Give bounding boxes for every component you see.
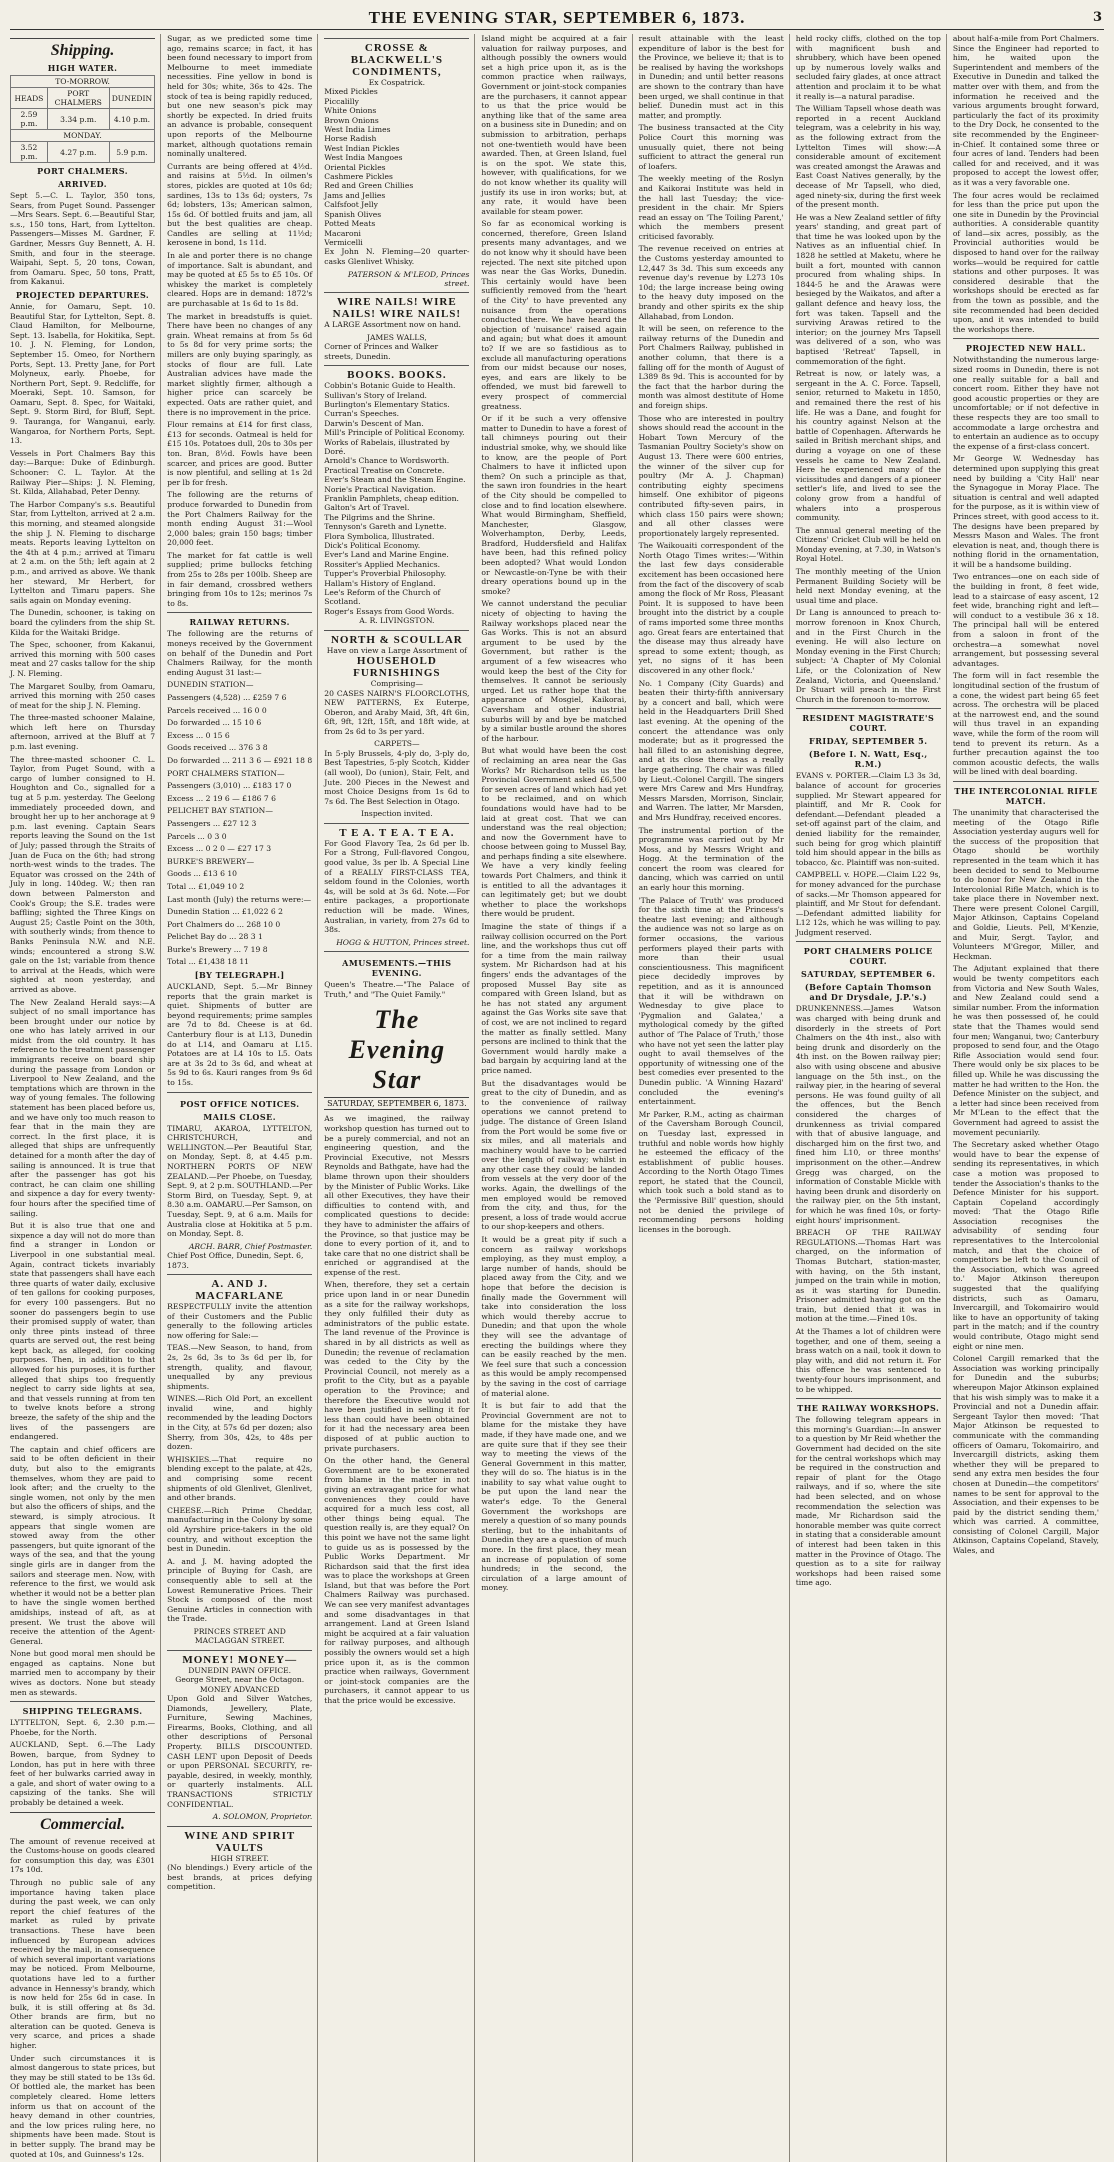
table-cell: 3.52 p.m.: [11, 142, 48, 163]
article-paragraph: Through no public sale of any importance having taken place during the past week, we can only report the chief features of the market as ruled by private transactions. These have been influenced by European advices received by the mail, in consequence of which several important variations may be noticed. From Melbourne, quotations have led to a further advance in Hennessy's brandy, which is now held for 25s 6d in case. In bulk, it is still offering at 8s 3d. Other brands are firm, but no alteration can be quoted. Geneva is very scarce, and prices a shade higher.: [10, 1877, 156, 2051]
books-signature: A. R. LIVINGSTON.: [359, 616, 435, 626]
post-office-place: Chief Post Office, Dunedin, Sept. 6, 1873.: [167, 1251, 304, 1270]
article-paragraph: The Margaret Soulby, from Oamaru, arrived this morning with 250 cases of meat for the ship J. N. Fleming.: [10, 681, 156, 710]
article-paragraph: The business transacted at the City Police Court this morning was unusually quiet, there not being sufficient to attract the general run of loafers.: [638, 123, 784, 171]
list-item: Ever's Steam and the Steam Engine.: [324, 475, 466, 485]
article-paragraph: The weekly meeting of the Roslyn and Kaikorai Institute was held in the hall last Tuesday; the vice-president in the chair. Mr Spiers read an essay on 'The Toiling Parent,' which the members present criticised favorably.: [638, 174, 784, 241]
railway-line: Do forwarded ... 211 3 6 — £921 18 8: [167, 755, 313, 765]
article-paragraph: The monthly meeting of the Union Permanent Building Society will be held next Monday evening, at the usual time and place.: [795, 567, 941, 605]
list-item: Darwin's Descent of Man.: [324, 418, 424, 428]
police-court-case: DRUNKENNESS.—James Watson was charged with being drunk and disorderly in the streets of Port Chalmers on the 4th inst., also with being drunk and disorderly on the 4th inst. on the Bowen railway pier; also with using obscene and abusive language on the 5th inst., on the railway pier, in the hearing of several persons. He was found guilty of all the offences, but the Bench considered the charges of drunkenness as trivial compared with that of abusive language, and discharged him on the first two, and fined him L10, or three months' imprisonment on the other.—Andrew Gregg was charged, on the information of Constable Mickle with having been drunk and disorderly on the railway pier, on the 5th instant, for which he was fined 10s, or forty-eight hours' imprisonment.: [795, 1004, 941, 1225]
editorial-date: SATURDAY, SEPTEMBER 6, 1873.: [324, 1097, 469, 1110]
north-title: HOUSEHOLD FURNISHINGS: [353, 655, 441, 680]
editorial-paragraph: It would be a great pity if such a concern as railway workshops employing, as they must employ, a large number of hands, should be placed away from the City, and we hope that before the decision is finally made the Government will take into consideration the loss which would thereby accrue to Dunedin; and that upon the whole they will see the advantage of erecting the buildings where they can be easily reached by the men. We feel sure that such a concession as this would be amply recompensed by the saving in the cost of carriage of material alone.: [481, 1235, 627, 1398]
article-paragraph: None but good moral men should be engaged as captains. None but married men to accompany by their wives as doctors. None but steady men as stewards.: [10, 1649, 156, 1697]
column-7: [953, 34, 1104, 2162]
railway-line: Passengers ... £27 12 3: [167, 818, 257, 828]
article-paragraph: The three-masted schooner Malaine, which left here on Thursday afternoon, arrived at the Bluff at 7 p.m. last evening.: [10, 713, 156, 752]
article-paragraph: about half-a-mile from Port Chalmers. Since the Engineer had reported to him, he waited upon the Superintendent and members of the Executive in Dunedin and talked the matter over with them, and from the information he received and the various arguments brought forward, particularly the fact of its proximity to the Dry Dock, he consented to the site recommended by the Engineer-in-Chief. It contained some three or four acres of land. Tenders had been called for and received, and it was proposed to accept the lowest offer, as it was a very favorable one.: [952, 34, 1099, 187]
table-row: [11, 142, 155, 163]
shipping-heading: Shipping.: [10, 38, 155, 60]
list-item: White Onions: [324, 106, 377, 116]
list-item: Sullivan's Story of Ireland.: [324, 390, 427, 400]
table-cell: HEADS: [11, 88, 48, 109]
amusements: [324, 951, 469, 999]
list-item: Franklin Pamphlets, cheap edition.: [324, 494, 459, 503]
list-item: Curran's Speeches.: [324, 409, 400, 419]
article-paragraph: The captain and chief officers are said to be often deficient in their duty, but also to the emigrants themselves, whom they are paid to look after; and the cruelty to the single women, not only by the men but also the officers of ships, and the steward, is simply atrocious. It appears that single women are stowed away from the other passengers, but quite ignorant of the ways of the sea, and that the young single girls are in danger from the sailors and steerage men. Now, with reference to the first, we would ask whether it would not be a better plan to have the single women berthed amidships, instead of aft, as at present. We trust the above will receive the attention of the Agent-General.: [10, 1444, 156, 1646]
macfarlane-heading: A. AND J. MACFARLANE: [195, 1277, 285, 1302]
railway-line: BURKE'S BREWERY—: [167, 856, 255, 866]
list-item: Arnold's Chance to Wordsworth.: [324, 456, 450, 466]
pawn-sub: MONEY ADVANCED: [199, 1684, 280, 1694]
list-item: Norie's Practical Navigation.: [324, 484, 436, 494]
pawn-address: George Street, near the Octagon.: [175, 1675, 305, 1685]
editorial-paragraph: It is but fair to add that the Provincial Government are not to blame for the mistake they have made, if they have made one, and we are quite sure that if they see their way to meeting the views of the General Government in this matter, they will do so. The hiatus is in the inability to say what value ought to be put upon the land near the water's edge. To the General Government the workshops are merely a question of so many pounds sterling, but to the inhabitants of Dunedin they are a question of much more. In the first place, they mean an increase of population of some hundreds; in the second, the circulation of a large amount of money.: [481, 1401, 627, 1593]
hall-paragraph: The form will in fact resemble the longitudinal section of the frustum of a cone, the widest part being 65 feet across. The orchestra will be placed at the narrowest end, and the sound will thus travel in an expanding wave, while the form of the room will tend to prevent its return. As a further precaution against the too common acoustic defects, the walls will be lined with deal boarding.: [952, 671, 1099, 777]
divider: [167, 612, 312, 613]
article-paragraph: Retreat is now, or lately was, a sergeant in the A. C. Force. Tapsell, senior, returned to Maketu in 1850, and remained there the rest of his life. He was a Dane, and fought for his country against Nelson at the battle of Copenhagen. Afterwards he sailed in British merchant ships, and during a voyage on one of these vessels he came to New Zealand. Here he experienced many of the vicissitudes and dangers of a pioneer settler's life, and lived to see the colony grow from a handful of whalers into a prosperous community.: [795, 369, 941, 523]
north-scoullar-ad: [324, 630, 469, 819]
wine-vaults-ad: [167, 1826, 312, 1892]
list-item: Ever's Land and Marine Engine.: [324, 550, 449, 560]
list-item: Vermicelli: [324, 237, 363, 247]
list-item: Roger's Essays from Good Words.: [324, 606, 455, 616]
article-paragraph: The annual general meeting of the Citizens' Cricket Club will be held on Monday evening, at 7.30, in Watson's Royal Hotel.: [795, 525, 941, 564]
list-item: West India Limes: [324, 125, 391, 135]
list-item: Brown Onions: [324, 115, 379, 125]
article-paragraph: We cannot understand the peculiar nicety of objecting to having the Railway workshops placed near the Gas Works. This is not an absurd argument to be used by the Government, but rather is the argument of a few wiseacres who would keep the best of the City for themselves. It cannot be seriously urged. Let us rather hope that the appearance of Mosgiel, Kaikorai, Caversham and other industrial suburbs will by and bye be matched by a similar bustle around the shores of the harbour.: [481, 599, 627, 743]
list-item: Dick's Political Economy.: [324, 541, 421, 551]
list-item: Jams and Jellies: [324, 190, 386, 200]
table-cell: PORT CHALMERS: [47, 88, 109, 109]
list-item: Mill's Principle of Political Economy.: [324, 428, 465, 438]
editorial-paragraph: But the disadvantages would be great to the city of Dunedin, and as to the convenience of railway operations we cannot pretend to judge. The distance of Green Island from the Port would be some five or six miles, and all materials and machinery would have to be carried over the length of railway; whilst in any other case they could be landed from vessels at the very door of the works. Again, the dwellings of the men employed would be removed from the city, and thus, for the present, a loss of trade would accrue to our shop-keepers and others.: [481, 1078, 627, 1232]
list-item: Hallam's History of England.: [324, 578, 436, 588]
pawn-signature: A. SOLOMON, Proprietor.: [212, 1812, 313, 1822]
police-court-before: (Before Captain Thomson and Dr Drysdale, J.P.'s.): [804, 982, 932, 1003]
court-case: EVANS v. PORTER.—Claim L3 3s 3d, balance of account for groceries supplied. Mr Stewart appeared for plaintiff, and Mr R. Cook for defendant.—Defendant pleaded a set-off against part of the claim, and denied liability for the remainder, such being for grog which plaintiff told him should appear in the bills as tobacco, &c. Plaintiff was non-suited.: [795, 771, 941, 867]
railway-line: Excess ... 0 2 0 — £27 17 3: [167, 844, 272, 854]
article-paragraph: So far as economical working is concerned, therefore, Green Island presents many advantages, and we do not know why it should have been rejected. The next site pitched upon was near the Gas Works, Dunedin. This certainly would have been sufficiently removed from the 'heart of the City' to have prevented any nuisance from the operations conducted there. We have heard the objection of 'nuisance' raised again and again; but what does it amount to? If we are so fastidious as to exclude all manufacturing operations from our midst because our noses, eyes, and ears are likely to be offended, we must bid farewell to every prospect of commercial greatness.: [481, 219, 627, 411]
port-heading: PORT CHALMERS.: [37, 166, 128, 176]
article-paragraph: The market for fat cattle is well supplied; prime bullocks fetching from 25s to 28s per 100lb. Sheep are in fair demand, crossbred wethers bringing from 10s to 12s; merinos 7s to 8s.: [167, 550, 313, 608]
table-cell: 4.10 p.m.: [109, 109, 154, 130]
commercial-heading: Commercial.: [10, 1812, 155, 1834]
list-item: West Indian Pickles: [324, 143, 400, 153]
court-case: CAMPBELL v. HOPE.—Claim L22 9s, for money advanced for the purchase of sacks.—Mr Thomson appeared for plaintiff, and Mr Stout for defendant.—Defendant admitted liability for L12 12s, which he was willing to pay. Judgment reserved.: [795, 870, 941, 937]
post-office-heading: POST OFFICE NOTICES.: [179, 1098, 300, 1109]
list-item: The Pilgrims and the Shrine.: [324, 512, 436, 522]
article-paragraph: The market in breadstuffs is quiet. There have been no changes of any grain. Wheat remains at from 5s 6d to 5s 8d for very prime sorts; the millers are only buying sparingly, as stocks of flour are full. Late Australian advices have made the market slightly firmer, although a higher price can scarcely be expected. Oats are rather quiet, and there is no improvement in the price.: [167, 311, 313, 417]
tea-ad: [324, 823, 469, 947]
post-office-text: TIMARU, AKAROA, LYTTELTON, CHRISTCHURCH, and WELLINGTON.—Per Beautiful Star, on Monday, Sept. 8, at 4.45 p.m. NORTHERN PORTS OF NEW ZEALAND.—Per Phoebe, on Tuesday, Sept. 9, at 2 p.m. SOUTHLAND.—Per Storm Bird, on Tuesday, Sept. 9, at 8.30 a.m. OAMARU.—Per Samson, on Tuesday, Sept. 9, at 6 a.m. Mails for Australia close at Hokitika at 5 p.m. on Monday, Sept. 8.: [167, 1123, 313, 1239]
article-paragraph: The revenue received on entries at the Customs yesterday amounted to L2,447 3s 3d. This sum exceeds any revenue day's revenue by L273 10s 10d; the large increase being owing to the heavy duty imposed on the brandy and other spirits ex the ship Allahabad, from London.: [638, 244, 784, 321]
table-row: [11, 130, 155, 142]
table-cell: 3.34 p.m.: [47, 109, 109, 130]
article-paragraph: Flour remains at £14 for first class, £13 for seconds. Oatmeal is held for £15 10s. Potatoes dull, 20s to 30s per ton. Bran, 8½d. Fowls have been scarcer, and prices are good. Butter is now plentiful, and selling at 1s 2d per lb for fresh.: [167, 420, 313, 487]
railway-line: Parcels received ... 16 0 0: [167, 705, 267, 715]
tea-text: For Good Flavory Tea, 2s 6d per lb. For a Strong, Full-flavored Congou, good value, 3s per lb. A Special Line of a REALLY FIRST-CLASS TEA, seldom found in the Colonies, worth 4s, will be sold at 3s 6d. Note.—For entire packages, a proportionate reduction will be made. Wines, Australian, in variety, from 27s 6d to 38s.: [324, 838, 470, 935]
north-carpets: CARPETS—: [374, 739, 420, 749]
police-court-case: BREACH OF THE RAILWAY REGULATIONS.—Thomas Hart was charged, on the information of Thomas Butchart, station-master, with having, on the 5th instant, jumped on the train while in motion, as it was starting for Dunedin. Prisoner admitted having got on the train, but denied that it was in motion at the time.—Fined 10s.: [795, 1228, 941, 1324]
wire-ad: [324, 292, 469, 361]
north-heading: NORTH & SCOULLAR: [330, 633, 463, 646]
macfarlane-item: TEAS.—New Season, to hand, from 2s, 2s 6d, 3s to 3s 6d per lb, for strength, quality, and flavour, unequalled by any previous shipments.: [167, 1343, 313, 1391]
article-paragraph: The three-masted schooner C. L. Taylor, from Puget Sound, with a cargo of lumber consigned to H. Houghton and Co., signalled for a tug at 5 p.m. yesterday. The Geelong immediately proceeded down, and brought her up to her anchorage at 9 p.m. last evening. Captain Sears reports leaving the Sound on the 1st of July; passed through the Straits of Juan de Fuca on the 6th; had strong north-west winds to the trades. The Equator was crossed on the 24th of July in long. 140deg. W.; then ran down between Palmerston and Cook's Group; the S.E. trades were baffling; sighted the Three Kings on August 25; Castle Point on the 30th, with southerly winds; from thence to Banks Peninsula N.W. and N.E. winds; encountered a strong S.W. gale on the 1st; variable from thence to arrival at the Heads, which were sighted at noon yesterday, and arrived as above.: [10, 754, 156, 994]
list-item: Horse Radish: [324, 134, 377, 144]
list-item: Calfsfoot Jelly: [324, 200, 378, 210]
article-paragraph: In ale and porter there is no change of importance. Salt is abundant, and may be quoted at £5 5s to £5 10s. Of whiskey the market is completely cleared. Hops are in demand: 1872's are purchasable at 1s 6d to 1s 8d.: [167, 251, 313, 309]
article-paragraph: The four acres would be reclaimed for less than the price put upon the one site in Dunedin by the Provincial authorities. A considerable quantity of land—six acres, possibly, as the Provincial authorities would be disposed to hand over for the railway works—would be required for cattle stations and other purposes. It was considered desirable that the workshops should be erected as far from the town as possible, and the site recommended had been decided upon, and it was intended to build the workshops there.: [952, 190, 1099, 334]
railway-line: Total ... £1,049 10 2: [167, 881, 245, 891]
list-item: Potted Meats: [324, 219, 376, 229]
list-item: Cashmere Pickles: [324, 172, 393, 182]
article-paragraph: Sugar, as we predicted some time ago, remains scarce; in fact, it has been found necessary to import from Melbourne to meet immediate necessities. Fine yellow in bond is held for 30s; white, 36s to 42s. The stock of tea is being rapidly reduced, but one new season's pick may shortly be expected. In dried fruits an advance is probable, consequent upon reports of the Melbourne market, although quotations remain nominally unaltered.: [167, 34, 313, 159]
article-paragraph: Or if it be such a very offensive matter to Dunedin to have a forest of tall chimneys pouring out their industrial smoke, why, we should like to know, are the people of Port Chalmers to have it inflicted upon them? On such a principle as that, the sawn iron foundries in the heart of the City should be compelled to close and to find location elsewhere. What would Birmingham, Sheffield, Manchester, Glasgow, Wolverhampton, Derby, Leeds, Bradford, Huddersfield and Halifax have been, had this refined policy been adopted? What would London or Newcastle-on-Tyne be with their dreary operations bound up in the smoke?: [481, 414, 627, 596]
column-5: [639, 34, 790, 2162]
column-4: [481, 34, 632, 2162]
wine-vaults-sub: HIGH STREET.: [210, 1853, 269, 1863]
police-court-date: SATURDAY, SEPTEMBER 6.: [800, 969, 936, 980]
divider: [796, 941, 941, 942]
macfarlane-intro: RESPECTFULLY invite the attention of their Customers and the Public generally to the following articles now offering for Sale:—: [167, 1301, 313, 1340]
list-item: Piccalilly: [324, 96, 359, 106]
article-paragraph: Dr Lang is announced to preach to-morrow forenoon in Knox Church, and in the First Church in the evening. He will also lecture on Monday evening in the First Church; subject: 'A Chapter of My Colonial Life, or the Colonization of New Zealand, Victoria, and Queensland.' Dr Stuart will preach in the First Church in the forenoon to-morrow.: [795, 608, 941, 704]
list-item: Flora Symbolica, Illustrated.: [324, 531, 435, 541]
article-paragraph: 'The Palace of Truth' was produced for the sixth time at the Princess's theatre last evening; and although the audience was not so large as on former occasions, the various performers played their parts with more than their usual conscientiousness. This magnificent piece decidedly improves by repetition, and as it is announced that it will be withdrawn on Wednesday to give place to 'Pygmalion and Galatea,' a mythological comedy by the gifted author of 'The Palace of Truth,' those who have not yet seen the latter play ought to avail themselves of the opportunity of witnessing one of the best comedies ever presented to the Dunedin public. 'A Winning Hazard' concluded the evening's entertainment.: [638, 895, 784, 1107]
crosse-sub: Ex Cospatrick.: [368, 78, 425, 87]
article-paragraph: The William Tapsell whose death was reported in a recent Auckland telegram, was a celebrity in his way, as the following extract from the Lyttelton Times will show:—A considerable amount of excitement was created amongst the Arawas and East Coast Natives generally, by the decease of Mr Tapsell, who died, aged ninety-six, during the first week of the present month.: [795, 104, 941, 210]
hall-paragraph: Mr George W. Wednesday has determined upon supplying this great need by building a 'City Hall' near the Synagogue in Moray Place. The situation is central and well adapted for the purpose, as it is within view of Princes street, with good access to it. The designs have been prepared by Messrs Mason and Wales. The front elevation is neat, and, though there is nothing florid in the ornamentation, it will be a handsome building.: [952, 454, 1099, 569]
newspaper-flag: The Evening Star: [348, 1005, 446, 1095]
article-paragraph: Vessels in Port Chalmers Bay this day:—Barque: Duke of Edinburgh. Schooner: C. L. Taylor. At the Railway Pier—Ships: J. N. Fleming, St. Kilda, Allahabad, Peter Denny.: [10, 448, 156, 497]
macfarlane-item: WHISKIES.—That require no blending except to the palate, at 42s, and comprising some recent shipments of old Glenlivet, Glenlivet, and other brands.: [167, 1454, 313, 1503]
railway-line: DUNEDIN STATION—: [167, 680, 254, 690]
list-item: Rossiter's Applied Mechanics.: [324, 559, 441, 569]
masthead-title: THE EVENING STAR, SEPTEMBER 6, 1873.: [368, 8, 746, 27]
post-office-signature: ARCH. BARR, Chief Postmaster.: [188, 1241, 313, 1251]
railway-line: Burke's Brewery ... 7 19 8: [167, 944, 268, 954]
column-2: [167, 34, 318, 2162]
article-paragraph: But what would have been the cost of reclaiming an area near the Gas Works? Mr Richardson tells us the Provincial Government asked £6,500 for seven acres of land which had yet to be reclaimed, and on which foundations would have had to be laid at great cost. That we can understand was the real objection; and now the Government have to choose between going to Mussel Bay, and perhaps finding a site elsewhere. We have a very kindly feeling towards Port Chalmers, and think it is entitled to all the advantages it can legitimately get; but we doubt whether to place the workshops there would be prudent.: [481, 746, 627, 919]
tide-table: [10, 75, 155, 163]
list-item: Lee's Reform of the Church of Scotland.: [324, 588, 441, 607]
railway-line: Port Chalmers do ... 268 10 0: [167, 919, 281, 929]
amusements-heading: AMUSEMENTS.—THIS EVENING.: [342, 958, 452, 979]
wine-vaults-heading: WINE AND SPIRIT VAULTS: [184, 1829, 296, 1854]
wire-text: A LARGE Assortment now on hand.: [324, 320, 461, 330]
article-paragraph: Imagine the state of things if a railway collision occurred on the Port line, and the workshops thus cut off for a time from the main railway system. Mr Richardson had at his fingers' ends the advantages of the proposed Mussel Bay site as compared with Green Island, but as he has not stated any argument against the Gas Works site save that of cost, we are not inclined to regard the matter as finally settled. Many persons are inclined to think that the Government would hardly make a bad bargain by acquiring land at the price named.: [481, 922, 627, 1075]
rifle-match-paragraph: The Secretary asked whether Otago would have to bear the expense of sending its representatives, in which case a motion was proposed to tender the Association's thanks to the Defence Minister for his support. Captain Copeland accordingly moved: 'That the Otago Rifle Association recognises the advisability of sending four representatives to the Intercolonial match, and that the choice of competitors be left to the Council of the Association, which was agreed to.' Major Atkinson thereupon suggested that the qualifying districts, such as Oamaru, Invercargill, and Tokomairiro would like to have an opportunity of taking part in the match; and if the country would contribute, Otago might send eight or nine men.: [952, 1140, 1099, 1351]
wire-name: JAMES WALLS,: [366, 332, 427, 342]
table-row: [11, 109, 155, 130]
table-cell: 4.27 p.m.: [47, 142, 109, 163]
telegraph-label: [BY TELEGRAPH.]: [194, 970, 285, 981]
article-paragraph: Those who are interested in poultry shows should read the account in the Hobart Town Mercury of the Tasmanian Poultry Society's show on August 13. There were 600 entries, the winner of the silver cup for poultry (Mr A. J. Chapman) contributing eighty specimens himself. One exhibitor of pigeons contributed fifty-seven pairs, in which class 150 pairs were shown; and all other classes were proportionately largely represented.: [638, 413, 784, 538]
crosse-ad: [324, 38, 469, 288]
hall-heading: PROJECTED NEW HALL.: [965, 343, 1086, 354]
column-6: [796, 34, 947, 2162]
amusements-text: Queen's Theatre.—"The Palace of Truth," and "The Quiet Family.": [324, 980, 470, 999]
table-cell: 5.9 p.m.: [109, 142, 154, 163]
railway-heading: RAILWAY RETURNS.: [189, 617, 290, 628]
macfarlane-closing: A. and J. M. having adopted the principle of Buying for Cash, are consequently able to sell at the Lowest Remunerative Prices. Their Stock is composed of the most Genuine Articles in connection with the Trade.: [167, 1556, 313, 1624]
post-office-notice: [167, 1092, 312, 1270]
tea-heading: T E A. T E A. T E A.: [339, 826, 455, 839]
column-3: [324, 34, 475, 2162]
workshops-heading: THE RAILWAY WORKSHOPS.: [797, 1403, 940, 1414]
list-item: Tennyson's Gareth and Lynette.: [324, 522, 447, 532]
article-paragraph: result attainable with the least expenditure of labor is the best for the Province, we believe it; that is to be realised by having the workshops in Dunedin; and until better reasons are shown to the contrary than have been urged, we shall continue in that belief. Dunedin must act in this matter, and promptly.: [638, 34, 784, 120]
railway-line: Do forwarded ... 15 10 6: [167, 718, 262, 728]
editorial-paragraph: When, therefore, they set a certain price upon land in or near Dunedin as a site for the railway workshops, they only fulfilled their duty as administrators of the public estate. The land revenue of the Province is shared in by all districts as well as Dunedin; the revenue of reclamation was ceded to the City by the Provincial Council, not merely as a profit to the City, but as a payable operation to the Province; and therefore the Executive would not have been justified in selling it for less than could have been obtained for it had the necessary area been disposed of at public auction to private purchasers.: [324, 1280, 470, 1453]
table-cell: MONDAY.: [11, 130, 155, 142]
article-paragraph: The Waikouaiti correspondent of the North Otago Times writes:—'Within the last few days considerable excitement has been occasioned here from the fact of the discovery of scab among the flock of Mr Ross, Pleasant Point. It is supposed to have been brought into the district by a couple of rams imported some three months ago. Great fears are entertained that the disease may thus already have spread to some extent; though, as yet, no signs of it has been discovered in any other flock.': [638, 541, 784, 675]
railway-line: PELICHET BAY STATION—: [167, 806, 273, 816]
railway-line: Parcels ... 0 3 0: [167, 831, 227, 841]
railway-line: Excess ... 2 19 6 — £186 7 6: [167, 793, 276, 803]
books-ad: [324, 365, 469, 626]
article-paragraph: No. 1 Company (City Guards) and beaten their thirty-fifth anniversary by a concert and ball, which were held in the Headquarters Drill Shed last evening. At the opening of the concert the attendance was only moderate; but as it progressed the hall filled to an astonishing degree, and at its close there was a really large gathering. The chair was filled by Lieut.-Colonel Cargill. The singers were Mrs Carew and Mrs Hundfray, Messrs Marsden, Morrison, Sinclair, and Warren. The latter, Mr Marsden, and Mrs Hundfray, received encores.: [638, 678, 784, 822]
divider: [953, 338, 1099, 339]
crosse-heading: CROSSE & BLACKWELL'S CONDIMENTS,: [350, 42, 443, 78]
article-paragraph: The Harbor Company's s.s. Beautiful Star, from Lyttelton, arrived at 2 a.m. this morning, and steamed alongside the ship J. N. Fleming to discharge meats. Reports leaving Lyttelton on the 4th at 4 p.m.; arrived at Timaru at 2 a.m. on the 5th; left again at 2 p.m., and arrived as above. We thank her steward, Mr Herbert, for Lyttelton and Timaru papers. She sails again on Monday evening.: [10, 499, 156, 605]
railway-line: Total ... £1,438 18 11: [167, 957, 249, 967]
workshops-text: The following telegram appears in this morning's Guardian:—In answer to a question by Mr Reid whether the Government had decided on the site for the central workshops which may be required in the construction and repair of plant for the Otago railways, and if so, where the site had been selected, and on whose recommendation the selection was made, Mr Richardson said the honorable member was quite correct in stating that a considerable amount of interest had been taken in this matter in the Province of Otago. The question as to a site for railway workshops had been raised some time ago.: [795, 1415, 941, 1588]
table-row: [11, 88, 155, 109]
article-paragraph: The amount of revenue received at the Customs-house on goods cleared for consumption this day, was £301 17s 10d.: [10, 1836, 156, 1875]
list-item: Burlington's Elementary Statics.: [324, 399, 450, 409]
columns: [10, 34, 1104, 2159]
north-carpet-text: In 5-ply Brussels, 4-ply do, 3-ply do, Best Tapestries, 5-ply Scotch, Kidder (all wool), Do (union), Stair, Felt, and Jute. 200 Pieces in the Newest and most Choice Designs from 1s 6d to 7s 6d. The Best Selection in Otago.: [324, 748, 470, 806]
list-item: Tupper's Proverbial Philosophy.: [324, 569, 447, 579]
macfarlane-address: PRINCES STREET AND MACLAGGAN STREET.: [193, 1626, 286, 1646]
railway-line: Pelichet Bay do ... 28 3 1: [167, 932, 263, 942]
table-row: [11, 76, 155, 88]
crosse-extra: Ex John N. Fleming—20 quarter-casks Glenlivet Whisky.: [324, 247, 470, 266]
police-court-case: At the Thames a lot of children were together, and one of them, seeing a brass watch on a nail, took it down to play with, and did not return it. For this offence he was sentenced to twenty-four hours imprisonment, and to be whipped.: [795, 1327, 941, 1394]
wine-vaults-text: (No blendings.) Every article of the best brands, at prices defying competition.: [167, 1862, 313, 1892]
north-footer: Inspection invited.: [361, 809, 433, 819]
article-paragraph: The Dunedin, schooner, is taking on board the cylinders from the ship St. Kilda for the Waitaki Bridge.: [10, 608, 156, 637]
mails-label: MAILS CLOSE.: [203, 1111, 277, 1122]
macfarlane-ad: [167, 1274, 312, 1646]
table-cell: TO-MORROW.: [11, 76, 155, 88]
books-heading: BOOKS. BOOKS.: [347, 369, 447, 382]
rifle-match-paragraph: The Adjutant explained that there would be twenty competitors each from Victoria and New South Wales, and New Zealand could send a similar number. From the information he was then possessed of, he could state that the Thames would send four men; Wanganui, two; Canterbury proposed to send four, and the Otago Rifle Association would send four. There would only be six places to be filled up. While he was discussing the matter he had written to the Hon. the Defence Minister on the subject, and a letter had since been received from Mr M'Lean to the effect that the Government had agreed to assist the movement pecuniarily.: [952, 964, 1099, 1137]
telegram-item: LYTTELTON, Sept. 6, 2.30 p.m.—Phoebe, for the North.: [10, 1718, 156, 1737]
north-text: 20 CASES NAIRN'S FLOORCLOTHS, NEW PATTERNS, Ex Euterpe, Oberon, and Araby Maid, 3ft, 4ft 6in, 6ft, 9ft, 12ft, 15ft, and 18ft wide, at from 2s 6d to 3s per yard.: [324, 688, 470, 736]
list-item: West India Mangoes: [324, 153, 403, 163]
article-paragraph: The following are the returns of produce forwarded to Dunedin from the Port Chalmers Railway for the month ending August 31:—Wool 2,000 bales; grain 150 bags; timber 20,000 feet.: [167, 490, 313, 548]
projected-text: Annie, for Oamaru, Sept. 10. Beautiful Star, for Lyttelton, Sept. 8. Claud Hamilton, for Melbourne, Sept. 13. Isabella, for Hokitika, Sept. 10. J. N. Fleming, for London, September 15. Omeo, for Northern Ports, Sept. 13. Pretty Jane, for Port Molyneux, early. Phoebe, for Northern Port, Sept. 9. Redcliffe, for Moeraki, Sept. 10. Samson, for Oamaru, Sept. 8. Spec, for Waitaki, Sept. 9. Storm Bird, for Bluff, Sept. 9. Tauranga, for Wanganui, early. Wangaroa, for Northern Ports, Sept. 13.: [10, 301, 156, 446]
wire-heading: WIRE NAILS! WIRE NAILS! WIRE NAILS!: [332, 296, 462, 321]
arrived-label: ARRIVED.: [58, 179, 108, 189]
railway-line: Goods ... £13 6 10: [167, 869, 237, 879]
divider: [796, 708, 941, 709]
hall-paragraph: Notwithstanding the numerous large-sized rooms in Dunedin, there is not one really suitable for a ball and concert room. Either they have not good acoustic properties or they are uncomfortable; or if not defective in these respects they are too small to accommodate a large orchestra and to entertain an audience as to occupy the expense of a first-class concert.: [952, 355, 1099, 451]
wire-address: Corner of Princes and Walker streets, Dunedin.: [324, 342, 439, 361]
list-item: Macaroni: [324, 228, 361, 238]
table-cell: 2.59 p.m.: [11, 109, 48, 130]
table-cell: DUNEDIN: [109, 88, 154, 109]
article-paragraph: held rocky cliffs, clothed on the top with magnificent bush and shrubbery, which have been opened up by numerous lovely walks and secluded fairy glades, at once attract attention and proclaim it to be what it really is—a natural paradise.: [795, 34, 941, 101]
court-before: (Before I. N. Watt, Esq., R.M.): [808, 749, 928, 770]
railway-intro: The following are the returns of moneys received by the Government on behalf of the Dunedin and Port Chalmers Railway, for the month ending August 31 last:—: [167, 629, 313, 677]
divider: [796, 1398, 941, 1399]
high-water-heading: HIGH WATER.: [47, 63, 118, 73]
list-item: Works of Rabelais, illustrated by Doré.: [324, 437, 450, 456]
pawn-name: DUNEDIN PAWN OFFICE.: [188, 1665, 292, 1675]
article-paragraph: The instrumental portion of the programme was carried out by Mr Moss, and by Messrs Wright and Hogg. At the termination of the concert the room was cleared for dancing, which was carried on until an early hour this morning.: [638, 825, 784, 893]
divider: [953, 781, 1099, 782]
editorial-paragraph: On the other hand, the General Government are to be exonerated from blame in the matter in not giving an extravagant price for what conveniences they could have acquired for a much less cost, all other things being equal. The question really is, are they equal? On this point we have not the same light to guide us as is possessed by the Public Works Department. Mr Richardson said that the first idea was to place the workshops at Green Island, but that was before the Port Chalmers Railway was purchased. We can see very manifest advantages and some disadvantages in that arrangement. Land at Green Island might be acquired at a fair valuation for railway purposes, and although possibly the owners would set a high price upon it, as is the common practice when railways, Government or joint-stock companies are the purchasers, it cannot appear to us that the price would be excessive.: [324, 1456, 470, 1705]
article-paragraph: But it is also true that one and sixpence a day will not do more than find a stranger in London or Liverpool in one substantial meal. Again, contract tickets invariably state that passengers shall have each three quarts of water daily, exclusive of ten gallons for cooking purposes, for every 100 passengers. But no sooner do passengers begin to use their promised supply of water, than only three pints instead of three quarts are served out, the rest being kept back, as alleged, for cooking purposes. Then, in addition to that allowed for his purposes, it is further alleged that ships too frequently neglect to carry side lights at sea, and that vessels running at from ten to twelve knots before a strong breeze, the safety of the ship and the lives of the passengers are endangered.: [10, 1221, 156, 1442]
railway-line: Passengers (4,528) ... £259 7 6: [167, 693, 287, 702]
pawn-heading: MONEY! MONEY—: [182, 1653, 298, 1666]
railway-line: Goods received ... 376 3 8: [167, 743, 268, 753]
tea-signature: HOGG & HUTTON, Princes street.: [336, 937, 470, 947]
crosse-signature: PATERSON & M'LEOD, Princes street.: [347, 269, 470, 288]
article-paragraph: The Spec, schooner, from Kakanui, arrived this morning with 500 cases meat and 27 casks tallow for the ship J. N. Fleming.: [10, 640, 156, 678]
telegram-item: AUCKLAND, Sept. 6.—The Lady Bowen, barque, from Sydney to London, has put in here with three feet of her bulwarks carried away in a gale, and short of water owing to a capsizing of the tanks. She will probably be detained a week.: [10, 1740, 156, 1807]
list-item: Practical Treatise on Concrete.: [324, 465, 445, 475]
pawn-ad: [167, 1650, 312, 1822]
editorial-paragraph: As we imagined, the railway workshop question has turned out to be a purely commercial, and not an engineering question, and the Provincial Executive, not Messrs Reynolds and Bathgate, have had the blame thrown upon their shoulders by the Minister of Public Works. Like all other Executives, they have their difficulties to contend with, and complicated questions to decide: they have to administer the affairs of the Province, so that justice may be done to every portion of it, and to take care that no one district shall be enriched or aggrandised at the expense of the rest.: [324, 1114, 470, 1277]
hall-paragraph: Two entrances—one on each side of the building in front, 8 feet wide, lead to a staircase of easy ascent, 12 feet wide, branching right and left—will conduct to a vestibule 36 x 18. The principal hall will be entered from a saloon in front of the orchestra—a somewhat novel arrangement, but possessing several advantages.: [952, 572, 1099, 668]
north-comprising: Comprising—: [370, 679, 423, 689]
list-item: Galton's Art of Travel.: [324, 503, 410, 513]
telegraph-text: AUCKLAND, Sept. 5.—Mr Binney reports that the grain market is quiet. Shipments of butter are beyond requirements; prime samples are 7d to 8d. Cheese is at 6d. Canterbury flour is at L13, Dunedin do at L14, and Oamaru at L15. Potatoes are at L4 10s to L5. Oats are at 3s 2d to 3s 6d, and wheat at 5s 9d to 6s. Kauri ranges from 9s 6d to 15s.: [167, 982, 313, 1087]
macfarlane-item: WINES.—Rich Old Port, an excellent invalid wine, and highly recommended by the leading Doctors in the City, at 57s 6d per dozen; also Sherry, from 30s, 42s, to 48s per dozen.: [167, 1394, 313, 1452]
list-item: Oriental Pickles: [324, 162, 386, 172]
masthead: [10, 6, 1104, 30]
page-number: 3: [1092, 10, 1102, 25]
police-court-heading: PORT CHALMERS POLICE COURT.: [803, 946, 933, 967]
telegrams-heading: SHIPPING TELEGRAMS.: [22, 1706, 143, 1717]
article-paragraph: Currants are being offered at 4½d. and raisins at 5½d. In oilmen's stores, pickles are quoted at 10s 6d; sardines, 13s to 13s 6d; oysters, 7s 6d; lobsters, 13s; American salmon, 15s 6d. Of bottled fruits and jam, all but the best qualities are cheap. Candles are selling at 11½d; kerosene in bond, 1s 11d.: [167, 161, 313, 248]
railway-line: Dunedin Station ... £1,022 6 2: [167, 907, 283, 917]
article-paragraph: Mr Parker, R.M., acting as chairman of the Caversham Borough Council, on Tuesday last, expressed in truthful and noble words how highly he esteemed the efficacy of the establishment of public houses. According to the North Otago Times report, he stated that the Council, which took such a bold stand as to the 'Permissive Bill' question, should not be denied the privilege of recommending persons holding licenses in the borough.: [638, 1109, 784, 1234]
projected-label: PROJECTED DEPARTURES.: [15, 289, 150, 300]
list-item: Cobbin's Botanic Guide to Health.: [324, 381, 456, 391]
rifle-match-paragraph: Colonel Cargill remarked that the Association was working principally for Dunedin and the suburbs; whereupon Major Atkinson explained that his wish simply was to make it a Provincial and not a Dunedin affair. Sergeant Taylor then moved: 'That Major Atkinson be requested to communicate with the commanding officers of Oamaru, Tokomairiro, and Invercargill districts, asking them whether they will be prepared to send any extra men besides the four chosen at Dunedin—the competitors' names to be sent for approval to the Association, and their expenses to be paid by the district sending them,' which was carried. A committee, consisting of Colonel Cargill, Major Atkinson, Captains Copeland, Stavely, Wales, and: [952, 1354, 1099, 1556]
rifle-match-heading: THE INTERCOLONIAL RIFLE MATCH.: [954, 785, 1098, 806]
pawn-text: Upon Gold and Silver Watches, Diamonds, Jewellery, Plate, Furniture, Sewing Machines, Firearms, Books, Clothing, and all other descriptions of Personal Property. BILLS DISCOUNTED. CASH LENT upon Deposit of Deeds or upon PERSONAL SECURITY, re-payable, desired, in weekly, monthly, or quarterly instalments. ALL TRANSACTIONS STRICTLY CONFIDENTIAL.: [167, 1693, 313, 1809]
railway-line: Excess ... 0 15 6: [167, 730, 230, 740]
macfarlane-item: CHEESE.—Rich Prime Cheddar, manufacturing in the Colony by some old Ayrshire price-takers in the old country, and without exception the best in Dunedin.: [167, 1505, 313, 1554]
article-paragraph: He was a New Zealand settler of fifty years' standing, and great part of that time he was looked upon by the Natives as an influential chief. In 1828 he settled at Maketu, where he built a fort, mounted with cannon procured from whaling ships. In 1844-5 he and the Arawas were besieged by the Waikatos, and after a gallant defence and heavy loss, the fort was taken. Tapsell and the surviving Arawas retired to the interior; on the journey Mrs Tapsell was delivered of a son, who was baptised 'Retreat' Tapsell, in commemoration of the fight.: [795, 212, 941, 366]
article-paragraph: Island might be acquired at a fair valuation for railway purposes, and although possibly the owners would set a high price upon it, as is the common practice when railways, Government or joint-stock companies are the purchasers, it cannot appear to us that the price would be anything like that of the same area on a business site in Dunedin; and on submission to arbitration, perhaps not one-twentieth would have been awarded. Then, at Green Island, fuel is on the spot. We state this, however, with qualifications, for we do not know whether its quality will justify its use in iron works; but, at any rate, it would have been available for steam power.: [481, 34, 627, 216]
railway-line: PORT CHALMERS STATION—: [167, 768, 285, 778]
list-item: Mixed Pickles: [324, 87, 378, 97]
north-intro: Have on view a Large Assortment of: [326, 645, 467, 655]
article-paragraph: The New Zealand Herald says:—A subject of no small importance has been brought under our notice by one who has lately arrived in our midst from the old country. It has reference to the treatment passenger immigrants receive on board ship during the passage from London or Liverpool to New Zealand, and the temptations which are thrown in the way of young females. The following statement has been placed before us, and we have only too much reason to fear that in the main they are correct. In the first place, it is alleged that ships are unfrequently detained for a month after the day of sailing is announced. It is true that after the passenger has got his contract, he can claim one shilling and sixpence a day for every twenty-four hours after the specified time of sailing.: [10, 997, 156, 1218]
railway-line: Last month (July) the returns were:—: [167, 894, 312, 904]
article-paragraph: Under such circumstances it is almost dangerous to state prices, but they may be still stated to be 13s 6d. Of bottled ale, the market has been completely cleared. Home letters inform us that on account of the heavy demand in other countries, and the low prices ruling here, no shipments have been made. Stout is in better supply. The brand may be quoted at 10s, and Guinness's 12s.: [10, 2053, 156, 2159]
court-date: FRIDAY, SEPTEMBER 5.: [809, 736, 928, 747]
list-item: Spanish Olives: [324, 209, 382, 219]
court-heading: RESIDENT MAGISTRATE'S COURT.: [802, 713, 935, 734]
list-item: Red and Green Chillies: [324, 181, 414, 191]
rifle-match-paragraph: The unanimity that characterised the meeting of the Otago Rifle Association yesterday augurs well for the success of the proposition that Otago should be worthily represented in the team which it has been decided to send to Melbourne to do honor for New Zealand in the Intercolonial Rifle Match, which is to take place there in November next. There were present Colonel Cargill, Major Atkinson, Captains Copeland and Goldie, Lieuts. Pell, M'Kenzie, and Muir, Sergt. Taylor, and Volunteers M'Gregor, Miller, and Heckman.: [952, 807, 1099, 961]
column-1: [10, 34, 161, 2162]
divider: [10, 1701, 155, 1702]
article-paragraph: It will be seen, on reference to the railway returns of the Dunedin and Port Chalmers Railway, published in another column, that there is a falling off for the month of August of L389 8s 9d. This is accounted for by the fact that the harbor during the month was almost destitute of Home and foreign ships.: [638, 324, 784, 410]
railway-line: Passengers (3,010) ... £183 17 0: [167, 781, 292, 791]
arrived-text: Sept 5.—C. L. Taylor, 350 tons, Sears, from Puget Sound. Passenger—Mrs Sears. Sept. 6.—Beautiful Star, s.s., 150 tons, Hart, from Lyttelton. Passengers—Misses M. Gardner, F. Gardner, Messrs Guy Bennett, A. H. Smith, and four in the steerage. Waipahi, Sept. 5, 20 tons, Cowan, from Oamaru. Spec, 50 tons, Pratt, from Kakanui.: [10, 191, 156, 287]
